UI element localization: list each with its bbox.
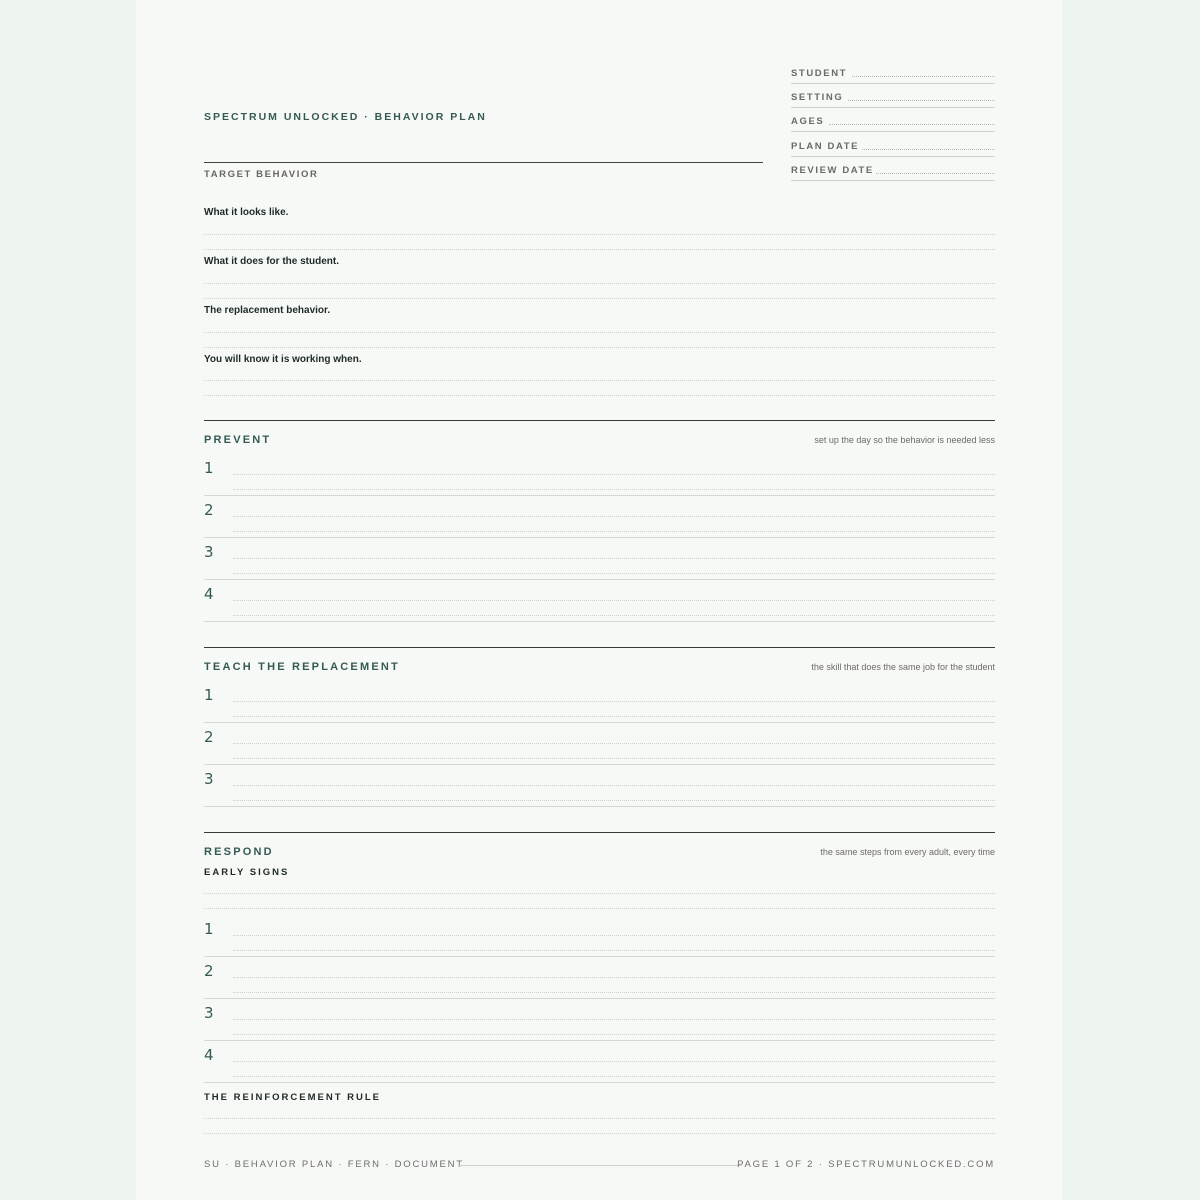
section-rule (204, 420, 995, 421)
prevent-step-number: 1 (204, 459, 214, 477)
writing-line[interactable] (233, 701, 995, 702)
writing-line[interactable] (204, 1118, 995, 1119)
prevent-step-number: 3 (204, 543, 214, 561)
step-divider (204, 806, 995, 807)
teach-step-number: 2 (204, 728, 214, 746)
respond-step-number: 1 (204, 920, 214, 938)
writing-line[interactable] (233, 489, 995, 490)
step-divider (204, 579, 995, 580)
setting-field[interactable] (848, 100, 995, 101)
prevent-section-note: set up the day so the behavior is needed less (814, 435, 995, 445)
review-date-field-label: REVIEW DATE (791, 165, 874, 176)
field-divider (791, 180, 995, 181)
footer-right-text: PAGE 1 OF 2 · SPECTRUMUNLOCKED.COM (737, 1159, 995, 1170)
respond-section-note: the same steps from every adult, every time (820, 847, 995, 857)
footer-left-text: SU · BEHAVIOR PLAN · FERN · DOCUMENT (204, 1159, 464, 1170)
writing-line[interactable] (233, 758, 995, 759)
writing-line[interactable] (233, 950, 995, 951)
writing-line[interactable] (233, 531, 995, 532)
section-rule (204, 832, 995, 833)
title-rule (204, 162, 763, 163)
writing-line[interactable] (233, 1034, 995, 1035)
step-divider (204, 1082, 995, 1083)
plan-date-field-label: PLAN DATE (791, 141, 860, 152)
writing-line[interactable] (233, 800, 995, 801)
teach-step-number: 3 (204, 770, 214, 788)
teach-section-title: TEACH THE REPLACEMENT (204, 661, 400, 673)
writing-line[interactable] (204, 332, 995, 333)
prompt-working-when: You will know it is working when. (204, 354, 362, 365)
writing-line[interactable] (233, 1076, 995, 1077)
prompt-function: What it does for the student. (204, 256, 339, 267)
writing-line[interactable] (204, 908, 995, 909)
writing-line[interactable] (233, 615, 995, 616)
step-divider (204, 998, 995, 999)
target-behavior-label: TARGET BEHAVIOR (204, 169, 319, 180)
writing-line[interactable] (204, 249, 995, 250)
review-date-field[interactable] (876, 173, 995, 174)
writing-line[interactable] (204, 395, 995, 396)
ages-field[interactable] (829, 124, 995, 125)
writing-line[interactable] (233, 1061, 995, 1062)
writing-line[interactable] (233, 516, 995, 517)
respond-step-number: 3 (204, 1004, 214, 1022)
plan-date-field[interactable] (862, 149, 995, 150)
prevent-step-number: 2 (204, 501, 214, 519)
writing-line[interactable] (233, 474, 995, 475)
step-divider (204, 621, 995, 622)
writing-line[interactable] (233, 600, 995, 601)
respond-step-number: 4 (204, 1046, 214, 1064)
early-signs-label: EARLY SIGNS (204, 867, 290, 878)
field-divider (791, 131, 995, 132)
student-field-label: STUDENT (791, 68, 848, 79)
teach-section-note: the skill that does the same job for the student (811, 662, 995, 672)
footer-rule (458, 1165, 742, 1166)
prompt-replacement: The replacement behavior. (204, 305, 331, 316)
writing-line[interactable] (204, 347, 995, 348)
writing-line[interactable] (233, 992, 995, 993)
writing-line[interactable] (233, 743, 995, 744)
setting-field-label: SETTING (791, 92, 844, 103)
step-divider (204, 956, 995, 957)
section-rule (204, 647, 995, 648)
teach-step-number: 1 (204, 686, 214, 704)
writing-line[interactable] (233, 935, 995, 936)
step-divider (204, 1040, 995, 1041)
document-brand: SPECTRUM UNLOCKED · BEHAVIOR PLAN (204, 111, 487, 123)
prevent-section-title: PREVENT (204, 434, 272, 446)
step-divider (204, 722, 995, 723)
reinforcement-rule-label: THE REINFORCEMENT RULE (204, 1092, 381, 1103)
writing-line[interactable] (233, 716, 995, 717)
writing-line[interactable] (204, 234, 995, 235)
writing-line[interactable] (233, 977, 995, 978)
writing-line[interactable] (204, 380, 995, 381)
writing-line[interactable] (233, 785, 995, 786)
field-divider (791, 107, 995, 108)
prompt-looks-like: What it looks like. (204, 207, 289, 218)
field-divider (791, 83, 995, 84)
writing-line[interactable] (233, 558, 995, 559)
respond-section-title: RESPOND (204, 846, 274, 858)
writing-line[interactable] (204, 283, 995, 284)
student-field[interactable] (852, 76, 995, 77)
writing-line[interactable] (204, 893, 995, 894)
step-divider (204, 537, 995, 538)
step-divider (204, 495, 995, 496)
writing-line[interactable] (233, 573, 995, 574)
field-divider (791, 156, 995, 157)
ages-field-label: AGES (791, 116, 825, 127)
writing-line[interactable] (204, 1133, 995, 1134)
step-divider (204, 764, 995, 765)
respond-step-number: 2 (204, 962, 214, 980)
writing-line[interactable] (204, 298, 995, 299)
writing-line[interactable] (233, 1019, 995, 1020)
prevent-step-number: 4 (204, 585, 214, 603)
